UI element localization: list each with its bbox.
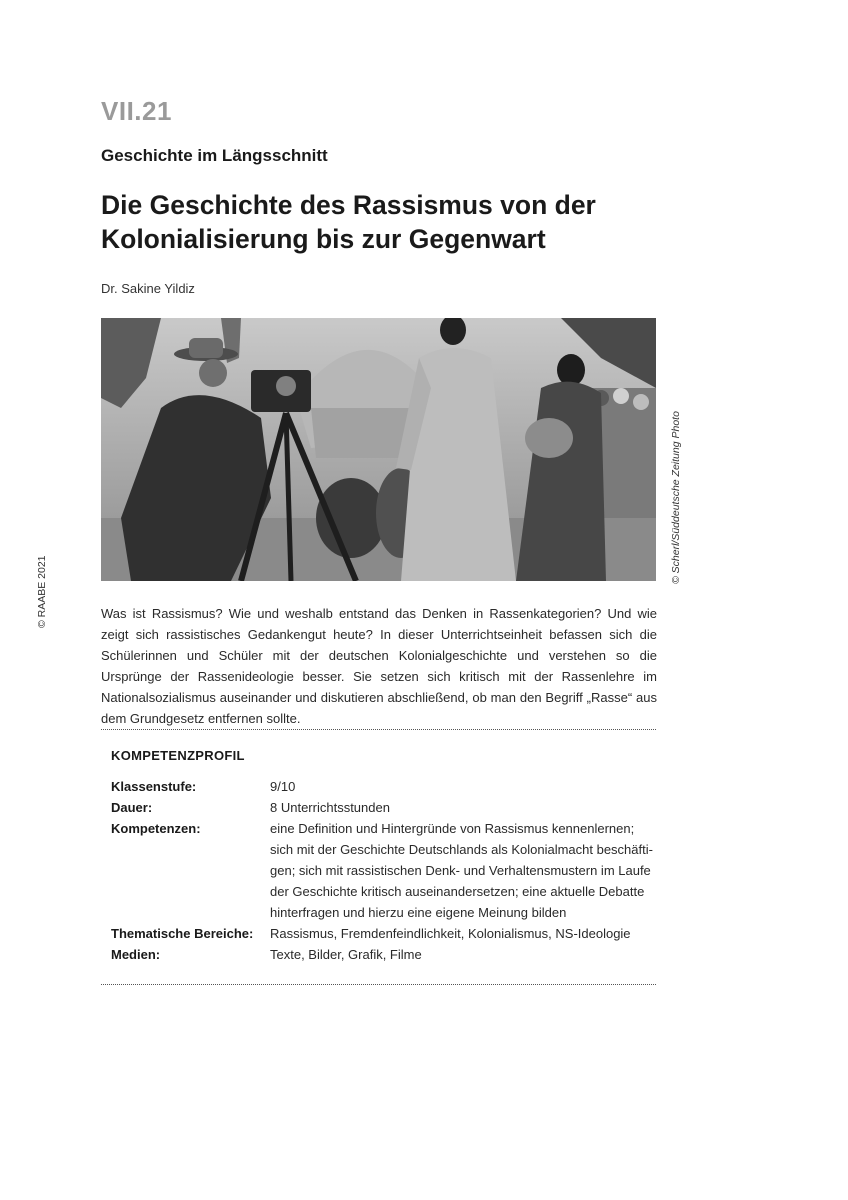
profile-label: Dauer: [111,800,153,815]
profile-label: Thematische Bereiche: [111,926,254,941]
profile-row-competences [111,818,656,923]
unit-number: VII.21 [101,96,172,126]
profile-value: 9/10 [270,779,296,794]
series-title: Geschichte im Längsschnitt [101,146,328,165]
profile-heading: KOMPETENZPROFIL [111,748,245,763]
profile-value: eine Definition und Hintergründe von Rassismus kennenlernen; sich mit der Geschichte Deutschlands als Kolonialmacht beschäftigen; sich mit rassistischen Denk- und Verhaltensmustern im Laufe der Geschichte kritisch auseinandersetzen; eine aktuelle Debatte hinterfragen und hierzu eine eigene Meinung bilden [270,821,653,920]
profile-value: 8 Unterrichtsstunden [270,800,390,815]
profile-label: Kompetenzen: [111,821,201,836]
profile-value: Rassismus, Fremdenfeindlichkeit, Kolonialismus, NS-Ideologie [270,926,631,941]
author: Dr. Sakine Yildiz [101,281,195,296]
profile-row-topics [111,923,656,944]
profile-row-media [111,944,656,965]
profile-value: Texte, Bilder, Grafik, Filme [270,947,422,962]
profile-row-grade [111,776,656,797]
divider-bottom [101,984,656,985]
divider-top [101,729,656,730]
profile-row-duration [111,797,656,818]
photo-illustration [101,318,656,581]
page-title: Die Geschichte des Rassismus von der Kolonialisierung bis zur Gegenwart [101,190,596,254]
intro-paragraph: Was ist Rassismus? Wie und weshalb entstand das Denken in Rassenkategorien? Und wie zeigt sich rassistisches Gedankengut heute? In dieser Unterrichtseinheit befassen sich die Schülerinnen und Schüler mit der deutschen Kolonialgeschichte und verstehen so die Ursprünge der Rassenideologie besser. Sie setzen sich kritisch mit der Rassenlehre im Nationalsozialismus auseinander und diskutieren abschließend, ob man den Begriff „Rasse“ aus dem Grundgesetz entfernen sollte. [101,606,657,726]
profile-label: Klassenstufe: [111,779,197,794]
copyright-notice: © RAABE 2021 [36,555,48,628]
profile-label: Medien: [111,947,161,962]
photo-credit: © Scherl/Süddeutsche Zeitung Photo [670,411,682,584]
competence-profile-table [111,776,656,965]
historical-photo [101,318,656,581]
